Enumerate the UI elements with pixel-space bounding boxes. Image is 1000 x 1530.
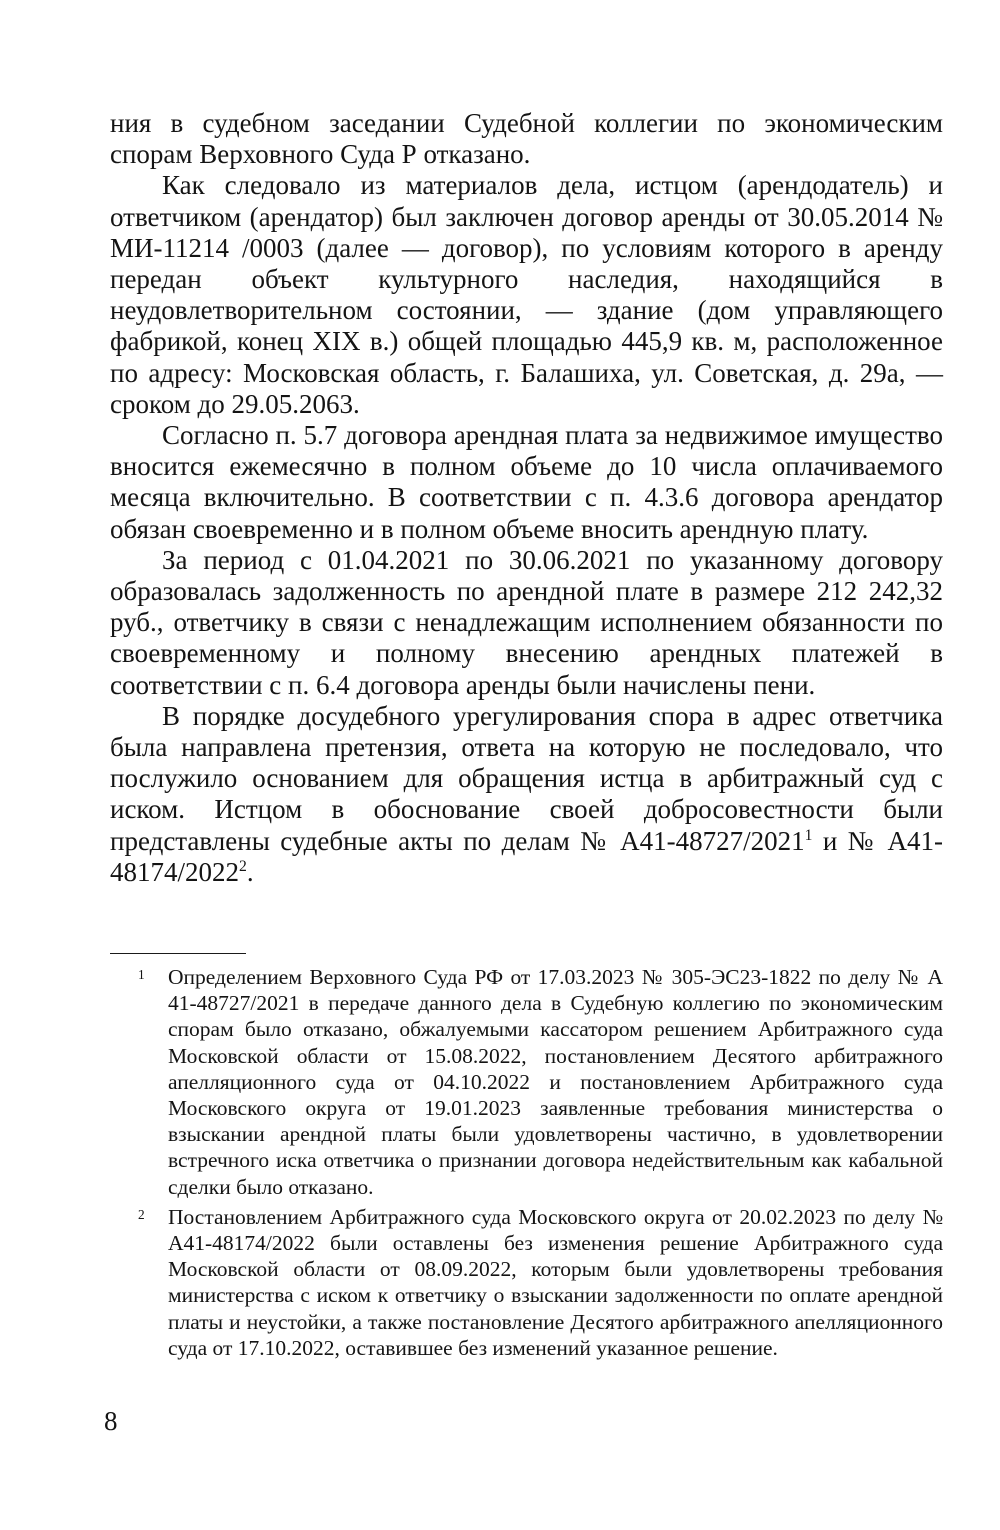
footnote-1-text: Определением Верховного Суда РФ от 17.03.2023 № 305-ЭС23-1822 по делу № А 41-48727/2021 в передаче данного дела в Судебную коллегию по экономическим спорам было отказано, обжалуемыми кассатором решением Арбитражного суда Московской области от 15.08.2022, постановлением Десятого арбитражного апелляционного суда от 04.10.2022 и постановлением Арбитражного суда Московского округа от 19.01.2023 заявленные требования министерства о взыскании арендной платы были удовлетворены частично, в удовлетворении встречного иска ответчика о признании договора недействительным как кабальной сделки было отказано. [168,965,943,1199]
footnote-separator [110,953,246,954]
footnote-2 [110,1204,943,1361]
footnote-1-number: 1 [138,967,145,982]
footnote-2-text: Постановлением Арбитражного суда Московского округа от 20.02.2023 по делу № А41-48174/2022 были оставлены без изменения решение Арбитражного суда Московской области от 08.09.2022, которым были удовлетворены требования министерства с иском к ответчику о взыскании задолженности по оплате арендной платы и неустойки, а также постановление Десятого арбитражного апелляционного суда от 17.10.2022, оставившее без изменений указанное решение. [168,1204,943,1360]
footnote-ref-2[interactable]: 2 [239,857,247,875]
footnote-2-number: 2 [138,1206,145,1222]
footnote-ref-1[interactable]: 1 [804,826,813,844]
paragraph-5-end: . [246,856,254,887]
paragraph-5-text: В порядке досудебного урегулирования спора в адрес ответчика была направлена претензия, ответа на которую не последовало, что послужило основанием для обращения истца в арбитражный суд с иском. Истцом в обоснование своей добросовестности были представлены судебные акты по делам № А41-48727/2021 [110,700,943,856]
page-number: 8 [104,1406,118,1436]
paragraph-5-middle: и № А41-48174/2022 [110,825,943,887]
footnotes [110,964,943,1365]
main-text [110,108,943,888]
paragraph-2: Как следовало из материалов дела, истцом (арендодатель) и ответчиком (арендатор) был заключен договор аренды от 30.05.2014 № МИ-11214 /0003 (далее — договор), по условиям которого в аренду передан объект культурного наследия, находящийся в неудовлетворительном состоянии, — здание (дом управляющего фабрикой, конец XIX в.) общей площадью 445,9 кв. м, расположенное по адресу: Московская область, г. Балашиха, ул. Советская, д. 29а, — сроком до 29.05.2063. [110,170,943,419]
paragraph-5 [110,701,943,888]
paragraph-1: ния в судебном заседании Судебной коллегии по экономическим спорам Верховного Суда Р отказано. [110,108,943,170]
footnote-1 [110,964,943,1200]
paragraph-3: Согласно п. 5.7 договора арендная плата за недвижимое имущество вносится ежемесячно в полном объеме до 10 числа оплачиваемого месяца включительно. В соответствии с п. 4.3.6 договора арендатор обязан своевременно и в полном объеме вносить арендную плату. [110,420,943,544]
paragraph-4: За период с 01.04.2021 по 30.06.2021 по указанному договору образовалась задолженность по арендной плате в размере 212 242,32 руб., ответчику в связи с ненадлежащим исполнением обязанности по своевременному и полному внесению арендных платежей в соответствии с п. 6.4 договора аренды были начислены пени. [110,544,943,700]
